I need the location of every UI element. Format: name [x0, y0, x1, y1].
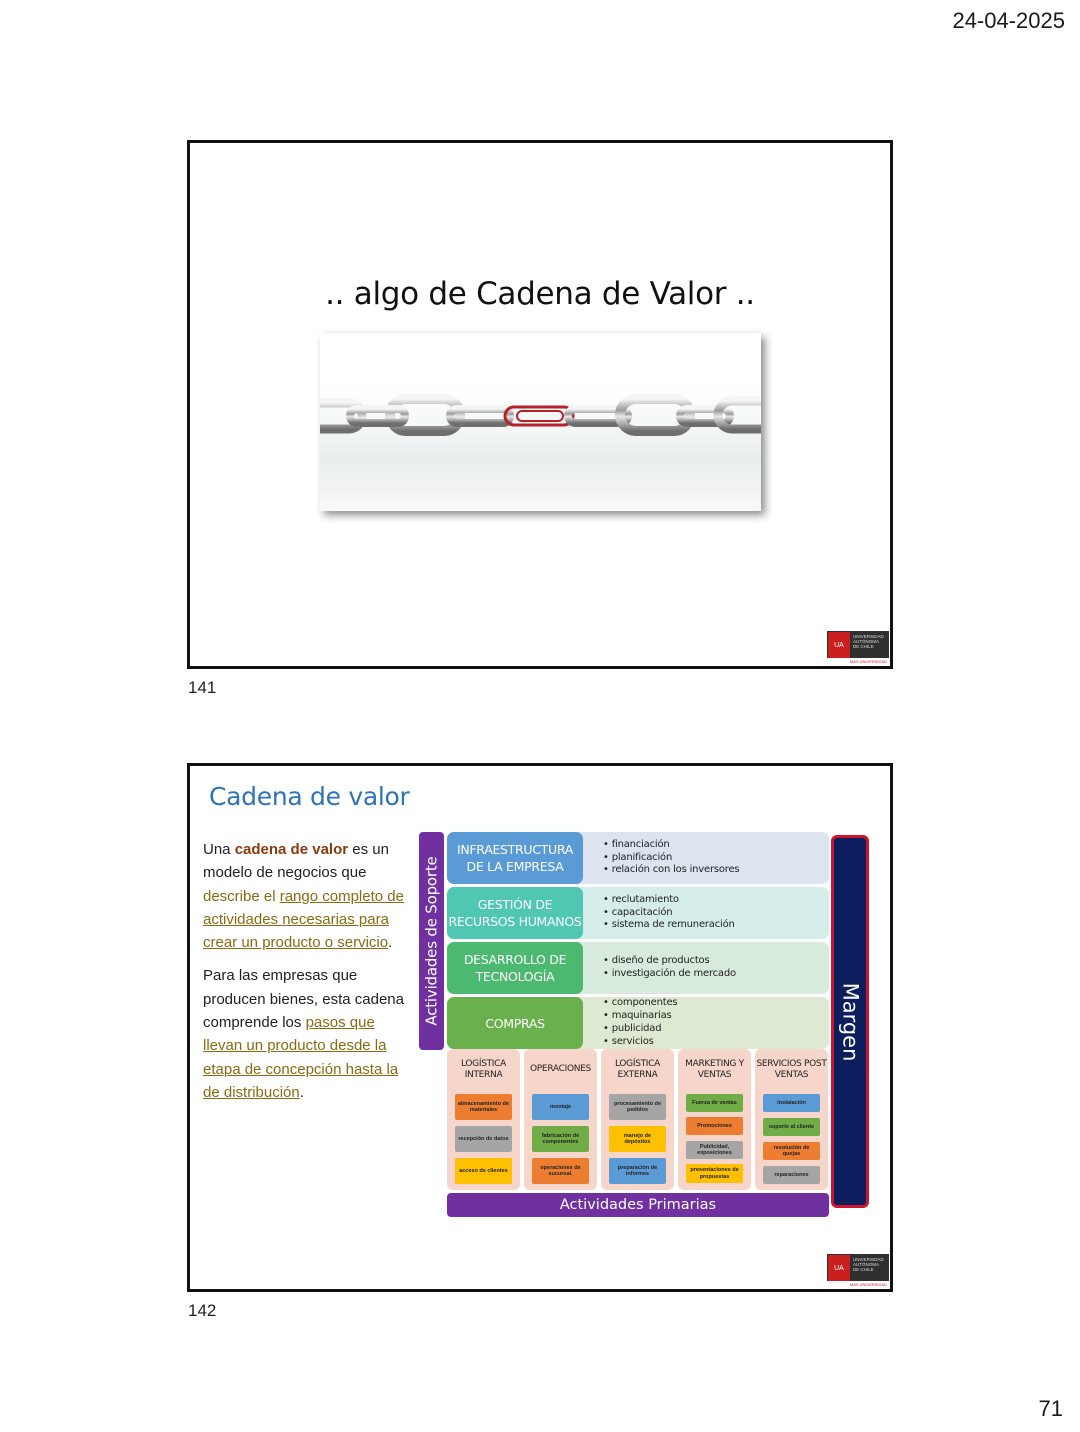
- support-row-technology: [447, 942, 829, 994]
- activity-box: instalación: [763, 1094, 820, 1112]
- activity-box: Promociones: [686, 1117, 743, 1135]
- activity-box: Fuerza de ventas: [686, 1094, 743, 1112]
- university-logo: [827, 1254, 889, 1288]
- support-row-infrastructure: [447, 832, 829, 884]
- shield-icon: UA: [828, 1255, 850, 1281]
- activity-box: acceso de clientes: [455, 1158, 512, 1184]
- logo-line: DE CHILE: [853, 1267, 874, 1272]
- chain-image: [320, 333, 761, 511]
- activity-box: fabricación de componentes: [532, 1126, 589, 1152]
- support-name: GESTIÓN DE RECURSOS HUMANOS: [447, 887, 583, 939]
- logo-line: UNIVERSIDAD: [853, 1257, 884, 1262]
- slide-body-text: [203, 838, 413, 1114]
- activity-box: resolución de quejas: [763, 1142, 820, 1160]
- activity-box: manejo de depósitos: [609, 1126, 666, 1152]
- activity-box: presentaciones de propuestas: [686, 1164, 743, 1183]
- primary-activities-label: Actividades Primarias: [447, 1193, 829, 1217]
- support-name: DESARROLLO DE TECNOLOGÍA: [447, 942, 583, 994]
- support-items: • reclutamiento • capacitación • sistema de remuneración: [603, 887, 735, 939]
- underlined-phrase: pasos que llevan un producto desde la etapa de concepción hasta la de distribución: [203, 1014, 399, 1101]
- support-activities-label: Actividades de Soporte: [419, 832, 444, 1050]
- support-items: • componentes • maquinarias • publicidad • servicios: [603, 997, 677, 1049]
- activity-box: recepción de datos: [455, 1126, 512, 1152]
- slide-title: Cadena de valor: [209, 782, 410, 811]
- slide-title: .. algo de Cadena de Valor ..: [325, 276, 755, 312]
- primary-column-title: LOGÍSTICA EXTERNA: [614, 1059, 660, 1080]
- bold-term: cadena de valor: [234, 841, 349, 858]
- primary-col-post-sales: [755, 1049, 828, 1190]
- activity-box: almacenamiento de materiales: [455, 1094, 512, 1120]
- activity-box: procesamiento de pedidos: [609, 1094, 666, 1120]
- paragraph-definition: Una cadena de valor es un modelo de negocios que describe el rango completo de actividades necesarias para crear un producto o servicio.: [203, 841, 404, 952]
- slide-number: 142: [188, 1301, 217, 1320]
- activity-box: reparaciones: [763, 1166, 820, 1184]
- shield-icon: UA: [828, 632, 850, 658]
- logo-tagline: MÁS UNIVERSIDAD: [827, 1281, 889, 1288]
- primary-column-title: MARKETING Y VENTAS: [685, 1059, 744, 1080]
- logo-line: AUTÓNOMA: [853, 1262, 880, 1267]
- support-name: INFRAESTRUCTURA DE LA EMPRESA: [447, 832, 583, 884]
- support-row-hr: [447, 887, 829, 939]
- logo-line: DE CHILE: [853, 644, 874, 649]
- margin-bar: Margen: [831, 835, 869, 1208]
- activity-box: Publicidad, exposiciones: [686, 1141, 743, 1159]
- underlined-phrase: rango completo de actividades necesarias para crear un producto o servicio: [203, 887, 404, 952]
- support-items: • financiación • planificación • relación con los inversores: [603, 832, 739, 884]
- primary-column-title: LOGÍSTICA INTERNA: [460, 1059, 506, 1080]
- activity-box: soporte al cliente: [763, 1118, 820, 1136]
- paragraph-goods: Para las empresas que producen bienes, esta cadena comprende los pasos que llevan un producto desde la etapa de concepción hasta la de distribución.: [203, 967, 404, 1101]
- primary-col-marketing-sales: [678, 1049, 751, 1190]
- activity-box: preparación de informes: [609, 1158, 666, 1184]
- primary-column-title: SERVICIOS POST VENTAS: [756, 1059, 827, 1080]
- support-items: • diseño de productos • investigación de mercado: [603, 942, 736, 994]
- slide-142: [187, 763, 893, 1292]
- university-logo: [827, 631, 889, 665]
- slide-number: 141: [188, 678, 217, 697]
- page-number: 71: [1038, 1396, 1063, 1421]
- primary-col-outbound-logistics: [601, 1049, 674, 1190]
- activity-box: operaciones de sucursal.: [532, 1158, 589, 1184]
- logo-line: UNIVERSIDAD: [853, 634, 884, 639]
- primary-col-inbound-logistics: [447, 1049, 520, 1190]
- logo-line: AUTÓNOMA: [853, 639, 880, 644]
- slide-141: [187, 140, 893, 669]
- highlight-term: describe el: [203, 887, 276, 905]
- chain-illustration: [320, 333, 761, 511]
- support-name: COMPRAS: [447, 997, 583, 1049]
- support-row-purchasing: [447, 997, 829, 1049]
- logo-tagline: MÁS UNIVERSIDAD: [827, 658, 889, 665]
- primary-col-operations: [524, 1049, 597, 1190]
- activity-box: montaje: [532, 1094, 589, 1120]
- primary-column-title: OPERACIONES: [530, 1064, 591, 1074]
- page-date: 24-04-2025: [952, 8, 1065, 33]
